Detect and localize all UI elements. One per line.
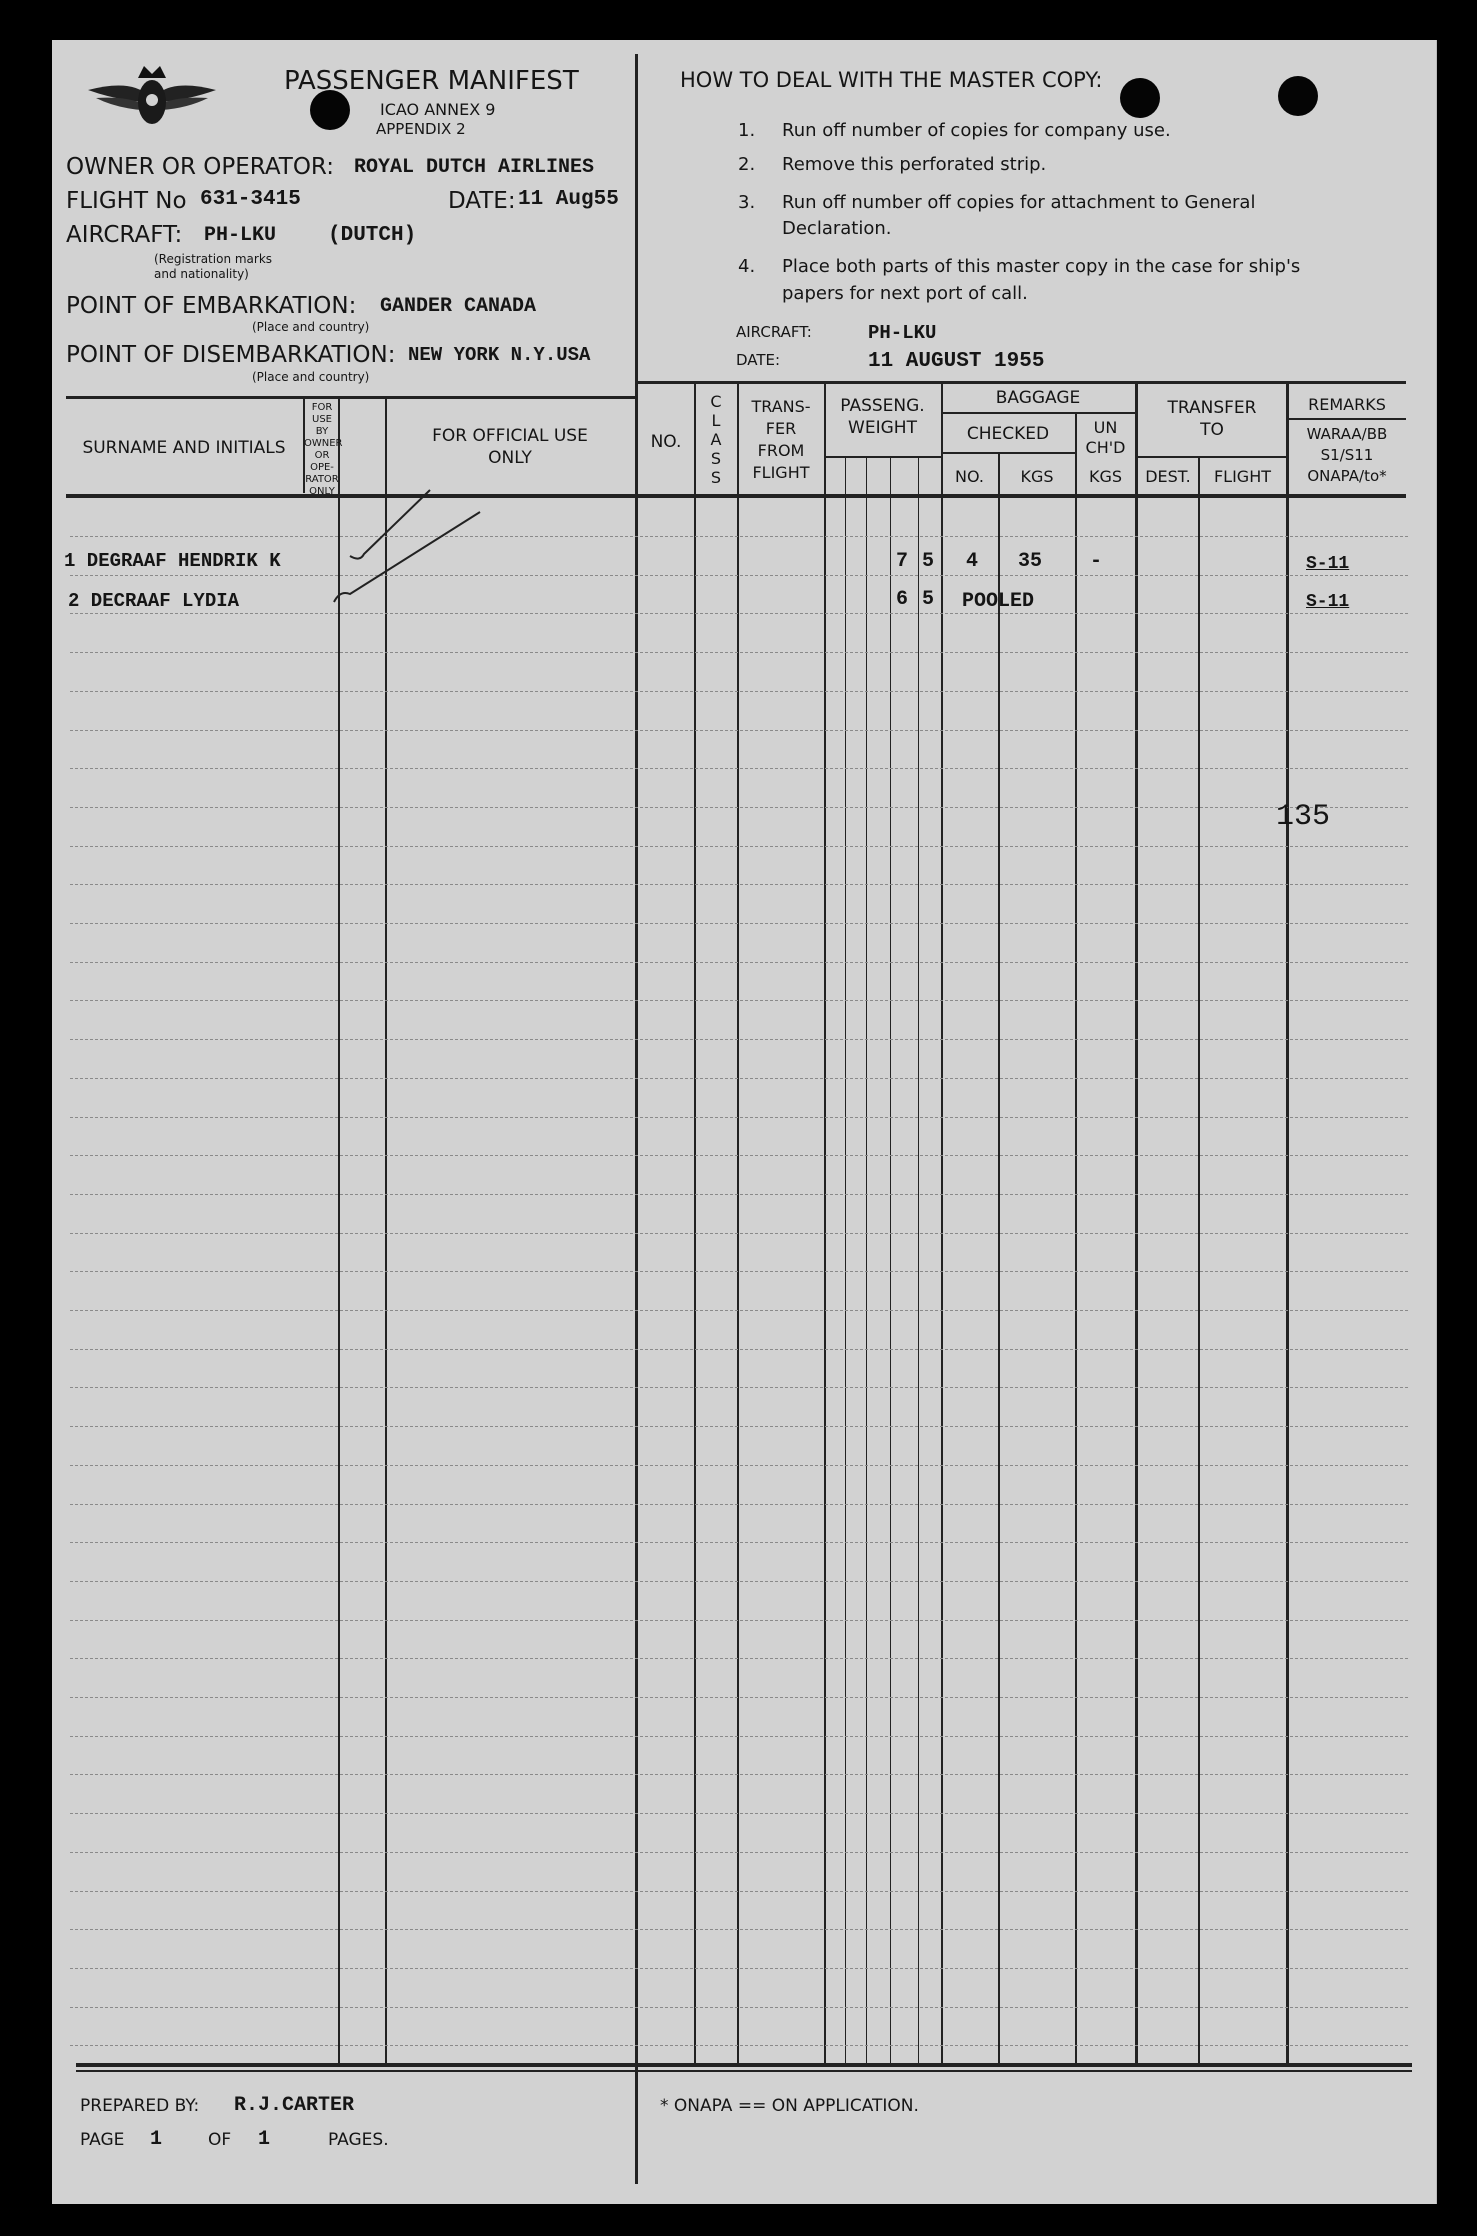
table-row-line bbox=[70, 1194, 1408, 1195]
passenger-2-weight-b: 5 bbox=[922, 588, 935, 611]
handwritten-check-marks bbox=[320, 470, 500, 610]
instruction-3-line-2: Declaration. bbox=[782, 218, 892, 239]
aircraft-label: AIRCRAFT: bbox=[66, 222, 183, 248]
col-foruse-line-2: BY bbox=[315, 426, 329, 437]
table-row-line bbox=[70, 1852, 1408, 1853]
table-bottom-rule-2 bbox=[76, 2070, 1412, 2072]
pages-label: PAGES. bbox=[328, 2130, 389, 2150]
table-row-line bbox=[70, 1233, 1408, 1234]
table-row-line bbox=[70, 730, 1408, 731]
passenger-1-bag-no: 4 bbox=[966, 550, 979, 573]
instruction-4-line-1: Place both parts of this master copy in the case for ship's bbox=[782, 256, 1301, 277]
col-passeng-2: WEIGHT bbox=[848, 418, 917, 438]
table-row-line bbox=[70, 1271, 1408, 1272]
of-value: 1 bbox=[258, 2128, 271, 2151]
col-no: NO. bbox=[650, 432, 682, 452]
col-class-l: L bbox=[711, 411, 721, 430]
col-bag-no: NO. bbox=[955, 467, 984, 486]
col-unchd bbox=[1076, 418, 1135, 458]
col-div-no bbox=[694, 382, 696, 2063]
of-label: OF bbox=[208, 2130, 232, 2150]
table-row-line bbox=[70, 2007, 1408, 2008]
table-row-line bbox=[70, 691, 1408, 692]
col-foruse-line-4: OR OPE- bbox=[310, 450, 334, 473]
col-remarks: REMARKS bbox=[1308, 395, 1386, 414]
col-foruse-line-1: FOR USE bbox=[311, 402, 333, 425]
table-row-line bbox=[70, 1310, 1408, 1311]
prepared-value: R.J.CARTER bbox=[234, 2094, 355, 2117]
date-label: DATE: bbox=[448, 188, 516, 214]
center-perforation-line bbox=[635, 54, 638, 2184]
table-row-line bbox=[70, 1658, 1408, 1659]
instruction-2: Remove this perforated strip. bbox=[782, 154, 1047, 175]
passenger-2-name: 2 DECRAAF LYDIA bbox=[68, 590, 240, 612]
instruction-3-line-1: Run off number off copies for attachment to General bbox=[782, 192, 1256, 213]
table-row-line bbox=[70, 1697, 1408, 1698]
manifest-title: PASSENGER MANIFEST bbox=[284, 66, 579, 96]
table-row-line bbox=[70, 1620, 1408, 1621]
disembark-label: POINT OF DISEMBARKATION: bbox=[66, 342, 396, 368]
table-row-line bbox=[70, 1000, 1408, 1001]
col-div-transfer bbox=[824, 382, 826, 2063]
col-transfer-from bbox=[738, 396, 824, 484]
instruction-num-3: 3. bbox=[738, 192, 756, 213]
passenger-1-unchd: - bbox=[1090, 550, 1103, 573]
col-official-1: FOR OFFICIAL USE bbox=[432, 426, 588, 446]
col-remarks-code-3: ONAPA/to* bbox=[1307, 467, 1387, 485]
owner-value: ROYAL DUTCH AIRLINES bbox=[354, 156, 595, 179]
passenger-2-bag-no: POOLED bbox=[962, 590, 1035, 613]
table-row-line bbox=[70, 1581, 1408, 1582]
passenger-2-weight-a: 6 bbox=[896, 588, 909, 611]
page-label: PAGE bbox=[80, 2130, 125, 2150]
col-div-unchd bbox=[1135, 382, 1138, 2063]
table-bottom-rule bbox=[76, 2063, 1412, 2067]
instruction-num-4: 4. bbox=[738, 256, 756, 277]
passenger-1-name: 1 DEGRAAF HENDRIK K bbox=[64, 550, 281, 572]
appendix: APPENDIX 2 bbox=[376, 120, 466, 138]
table-row-line bbox=[70, 1117, 1408, 1118]
table-row-line bbox=[70, 962, 1408, 963]
instructions-aircraft-value: PH-LKU bbox=[868, 322, 937, 344]
embark-label: POINT OF EMBARKATION: bbox=[66, 293, 357, 319]
col-official-2: ONLY bbox=[488, 448, 532, 468]
col-foruse-line-6: ONLY bbox=[309, 486, 335, 497]
stamp-number: 135 bbox=[1276, 800, 1331, 834]
col-transfer-to-1: TRANSFER bbox=[1167, 398, 1257, 418]
date-value: 11 Aug55 bbox=[518, 188, 619, 211]
col-transfer-from-4: FLIGHT bbox=[752, 463, 810, 482]
col-surname: SURNAME AND INITIALS bbox=[82, 438, 286, 458]
table-row-line bbox=[70, 846, 1408, 847]
table-row-line bbox=[70, 1813, 1408, 1814]
header-top-rule-right bbox=[636, 381, 1406, 384]
flight-label: FLIGHT No bbox=[66, 188, 187, 214]
table-row-line bbox=[70, 1774, 1408, 1775]
table-row-line bbox=[70, 2045, 1408, 2046]
col-transfer-from-1: TRANS- bbox=[751, 397, 811, 416]
instructions-title: HOW TO DEAL WITH THE MASTER COPY: bbox=[680, 68, 1103, 92]
table-row-line bbox=[70, 768, 1408, 769]
col-div-class bbox=[737, 382, 739, 2063]
col-foruse-line-3: OWNER bbox=[304, 438, 343, 449]
col-class-s2: S bbox=[710, 468, 722, 487]
icao-annex: ICAO ANNEX 9 bbox=[380, 100, 496, 119]
col-class-s1: S bbox=[710, 449, 722, 468]
checked-sub-rule bbox=[941, 452, 1075, 454]
col-remarks-code-1: WARAA/BB bbox=[1306, 425, 1388, 443]
passenger-1-weight-a: 7 bbox=[896, 550, 909, 573]
col-dest: DEST. bbox=[1145, 467, 1191, 486]
col-unchd-1: UN bbox=[1093, 418, 1118, 437]
table-row-line bbox=[70, 1891, 1408, 1892]
table-row-line bbox=[70, 884, 1408, 885]
passenger-1-weight-b: 5 bbox=[922, 550, 935, 573]
col-div-remarks bbox=[1286, 382, 1289, 2063]
punch-hole-right bbox=[1278, 76, 1318, 116]
col-div-weight-3 bbox=[890, 458, 891, 2063]
table-row-line bbox=[70, 575, 1408, 576]
prepared-label: PREPARED BY: bbox=[80, 2096, 200, 2116]
table-row-line bbox=[70, 1968, 1408, 1969]
weight-sub-rule bbox=[824, 456, 941, 458]
instruction-1: Run off number of copies for company use. bbox=[782, 120, 1171, 141]
embark-value: GANDER CANADA bbox=[380, 295, 537, 318]
instructions-aircraft-label: AIRCRAFT: bbox=[736, 323, 812, 341]
col-div-bag-no bbox=[998, 452, 1000, 2063]
table-row-line bbox=[70, 1155, 1408, 1156]
col-transfer-to-2: TO bbox=[1200, 420, 1224, 440]
instruction-4-line-2: papers for next port of call. bbox=[782, 283, 1028, 304]
col-div-weight bbox=[941, 382, 943, 2063]
embark-place-note: (Place and country) bbox=[252, 320, 370, 334]
col-unchd-2: CH'D bbox=[1085, 438, 1126, 457]
table-row-line bbox=[70, 1426, 1408, 1427]
col-checked: CHECKED bbox=[966, 424, 1050, 444]
col-baggage: BAGGAGE bbox=[995, 388, 1081, 408]
table-row-line bbox=[70, 536, 1408, 537]
table-row-line bbox=[70, 1039, 1408, 1040]
remarks-sub-rule bbox=[1288, 418, 1406, 420]
aircraft-nationality: (DUTCH) bbox=[328, 224, 417, 247]
col-class-a: A bbox=[710, 430, 722, 449]
table-row-line bbox=[70, 1542, 1408, 1543]
aircraft-note-1: (Registration marks bbox=[154, 252, 273, 266]
table-row-line bbox=[70, 652, 1408, 653]
col-foruse-line-5: RATOR bbox=[305, 474, 339, 485]
header-bottom-rule bbox=[66, 494, 1406, 498]
baggage-sub-rule bbox=[941, 412, 1137, 414]
col-div-weight-4 bbox=[918, 458, 919, 2063]
table-row-line bbox=[70, 1465, 1408, 1466]
disembark-place-note: (Place and country) bbox=[252, 370, 370, 384]
table-row-line bbox=[70, 1387, 1408, 1388]
aircraft-note-2: and nationality) bbox=[154, 267, 249, 281]
header-top-rule bbox=[66, 396, 636, 399]
table-row-line bbox=[70, 1736, 1408, 1737]
footer-note: * ONAPA == ON APPLICATION. bbox=[660, 2096, 919, 2116]
disembark-value: NEW YORK N.Y.USA bbox=[408, 344, 591, 366]
col-div-bag-kgs bbox=[1075, 414, 1077, 2063]
col-unchd-kgs: KGS bbox=[1088, 467, 1123, 486]
page-value: 1 bbox=[150, 2128, 163, 2151]
table-row-line bbox=[70, 613, 1408, 614]
instructions-date-label: DATE: bbox=[736, 351, 781, 369]
punch-hole-left bbox=[310, 90, 350, 130]
passenger-2-remarks: S-11 bbox=[1306, 592, 1350, 612]
table-row-line bbox=[70, 1504, 1408, 1505]
transfer-sub-rule bbox=[1137, 456, 1287, 458]
col-class bbox=[696, 392, 736, 487]
table-row-line bbox=[70, 923, 1408, 924]
col-div-weight-1 bbox=[845, 458, 846, 2063]
col-class-c: C bbox=[710, 392, 722, 411]
col-flight: FLIGHT bbox=[1213, 467, 1272, 486]
col-div-weight-2 bbox=[866, 458, 867, 2063]
col-passeng-1: PASSENG. bbox=[840, 396, 925, 416]
klm-crown-wings-logo bbox=[86, 60, 218, 130]
instruction-num-1: 1. bbox=[738, 120, 756, 141]
aircraft-value: PH-LKU bbox=[204, 224, 277, 247]
table-row-line bbox=[70, 1929, 1408, 1930]
table-row-line bbox=[70, 1078, 1408, 1079]
col-bag-kgs: KGS bbox=[1020, 467, 1054, 486]
col-div-dest bbox=[1198, 458, 1200, 2063]
col-remarks-code-2: S1/S11 bbox=[1320, 446, 1374, 464]
col-remarks-codes bbox=[1288, 424, 1406, 487]
instruction-num-2: 2. bbox=[738, 154, 756, 175]
flight-value: 631-3415 bbox=[200, 188, 301, 211]
table-row-line bbox=[70, 1349, 1408, 1350]
col-transfer-from-2: FER bbox=[765, 419, 797, 438]
instructions-date-value: 11 AUGUST 1955 bbox=[868, 350, 1045, 373]
passenger-1-bag-kgs: 35 bbox=[1018, 550, 1043, 573]
punch-hole-mid bbox=[1120, 78, 1160, 118]
table-row-line bbox=[70, 807, 1408, 808]
col-transfer-from-3: FROM bbox=[757, 441, 805, 460]
passenger-1-remarks: S-11 bbox=[1306, 554, 1350, 574]
owner-label: OWNER OR OPERATOR: bbox=[66, 154, 334, 180]
